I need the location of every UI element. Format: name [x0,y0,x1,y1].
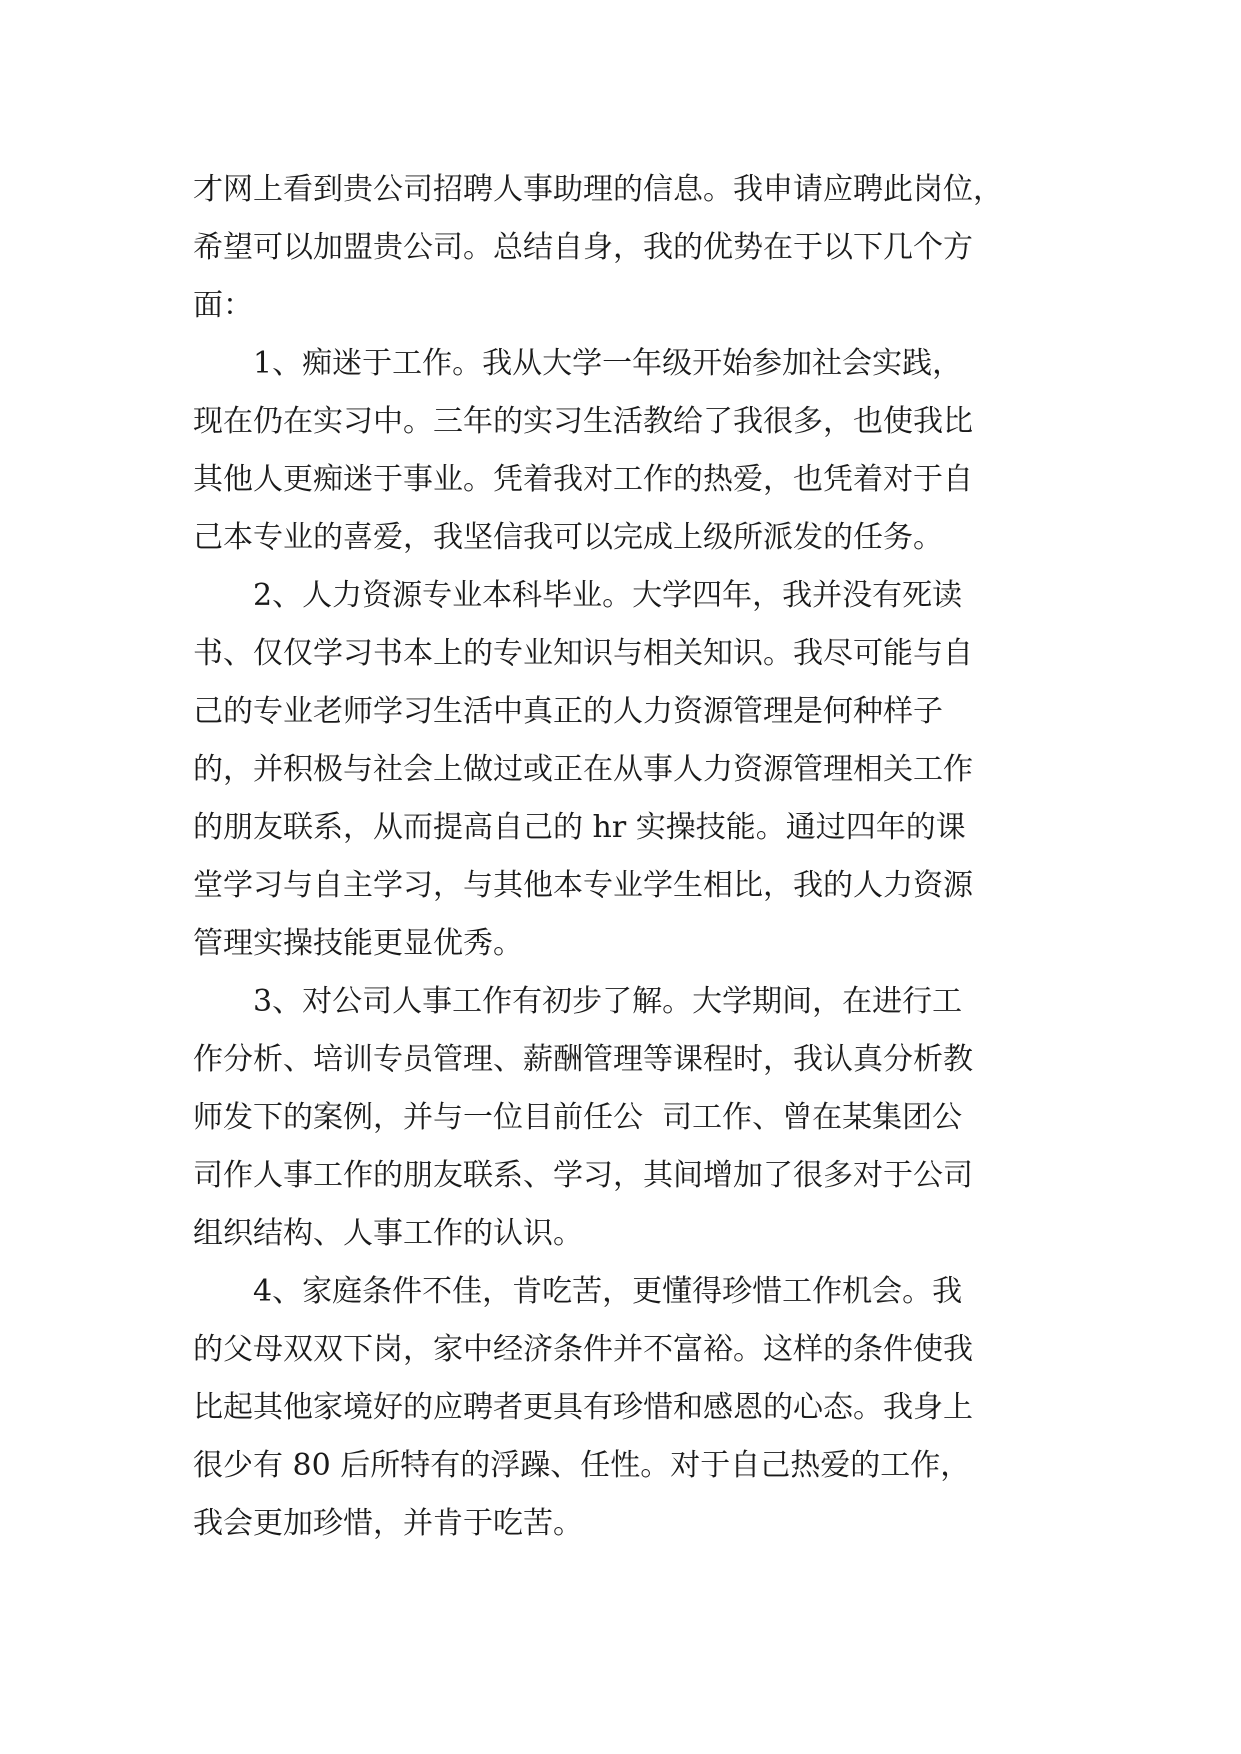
paragraph-2-start: 2、人力资源专业本科毕业。大学四年，我并没有死读 [253,578,963,613]
text-line: 书、仅仅学习书本上的专业知识与相关知识。我尽可能与自 [193,636,973,671]
text-line: 的父母双双下岗，家中经济条件并不富裕。这样的条件使我 [193,1332,973,1367]
paragraph-4-start: 4、家庭条件不佳，肯吃苦，更懂得珍惜工作机会。我 [253,1274,963,1309]
text-line: 管理实操技能更显优秀。 [193,926,523,961]
text-line: 现在仍在实习中。三年的实习生活教给了我很多，也使我比 [193,404,973,439]
text-line: 其他人更痴迷于事业。凭着我对工作的热爱，也凭着对于自 [193,462,973,497]
text-line: 我会更加珍惜，并肯于吃苦。 [193,1506,583,1541]
text-line: 的，并积极与社会上做过或正在从事人力资源管理相关工作 [193,752,973,787]
text-line: 的朋友联系，从而提高自己的 hr 实操技能。通过四年的课 [193,810,966,845]
text-line: 己的专业老师学习生活中真正的人力资源管理是何种样子 [193,694,943,729]
text-line: 作分析、培训专员管理、薪酬管理等课程时，我认真分析教 [193,1042,973,1077]
text-line: 司作人事工作的朋友联系、学习，其间增加了很多对于公司 [193,1158,973,1193]
text-line: 己本专业的喜爱，我坚信我可以完成上级所派发的任务。 [193,520,943,555]
body-text [193,161,1053,1553]
text-line: 希望可以加盟贵公司。总结自身，我的优势在于以下几个方 [193,230,973,265]
text-line: 面： [193,288,253,323]
text-line: 堂学习与自主学习，与其他本专业学生相比，我的人力资源 [193,868,973,903]
text-line: 师发下的案例，并与一位目前任公 司工作、曾在某集团公 [193,1100,963,1135]
text-line: 比起其他家境好的应聘者更具有珍惜和感恩的心态。我身上 [193,1390,973,1425]
text-line: 很少有 80 后所特有的浮躁、任性。对于自己热爱的工作， [193,1448,971,1483]
text-line: 组织结构、人事工作的认识。 [193,1216,583,1251]
text-line: 才网上看到贵公司招聘人事助理的信息。我申请应聘此岗位， [193,172,1003,207]
paragraph-1-start: 1、痴迷于工作。我从大学一年级开始参加社会实践， [253,346,963,381]
paragraph-3-start: 3、对公司人事工作有初步了解。大学期间，在进行工 [253,984,963,1019]
